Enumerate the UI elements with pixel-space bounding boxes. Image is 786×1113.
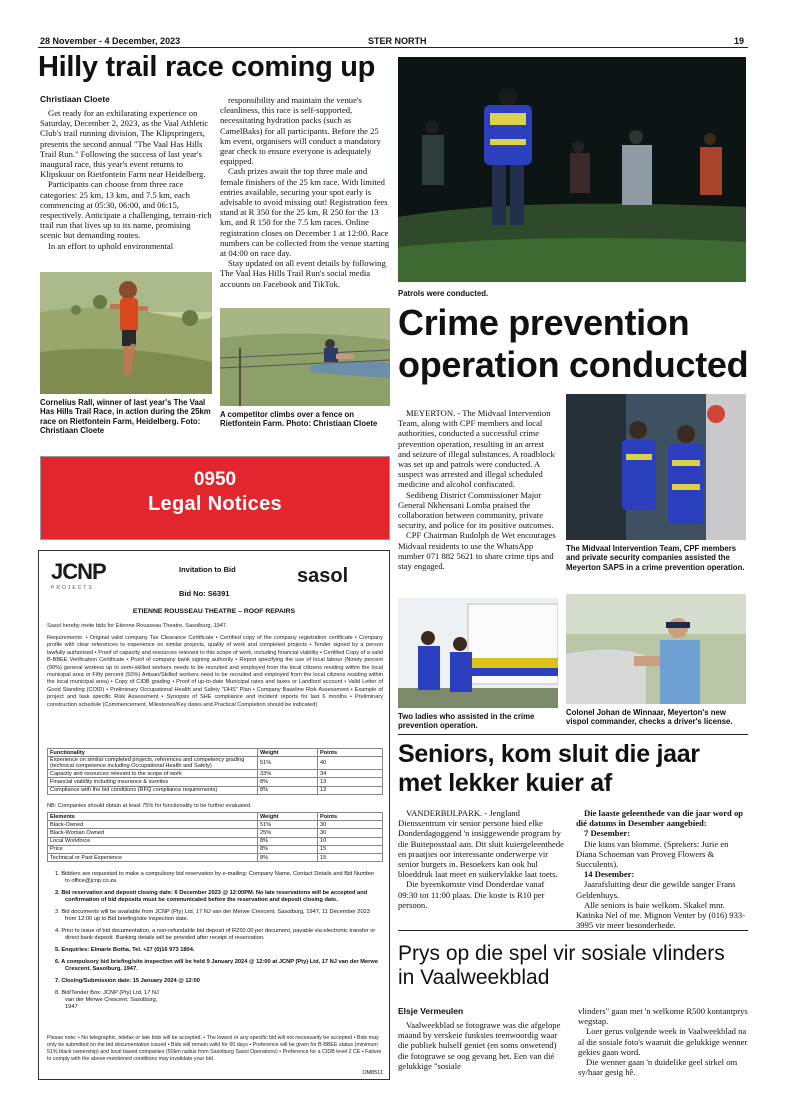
prys-headline: Prys op die spel vir sosiale vlinders in Vaalweekblad <box>398 942 725 989</box>
table-row: Experience on similar completed projects, references and competency grading (technical competence including Occupational Health and Safety) 51% 40 <box>48 757 383 770</box>
issue-date: 28 November - 4 December, 2023 <box>40 36 181 46</box>
fence-caption: A competitor climbs over a fence on Rietfontein Farm. Photo: Christiaan Cloete <box>220 410 378 429</box>
table-row: Local Workforce 8% 10 <box>48 837 383 845</box>
ad-requirements: Requirements: • Original valid company Tax Clearance Certificate • Certified copy of the company registration certificate • Company profile with clear references to experience on similar projects, quality of work and completed projects • Tender signed by a person lawfully authorised • Proof of capacity and resources relevant to this scope of work, including financial viability • Certified Copy of a valid B-BBEE Verification Certificate • Proof of company bank signing authority • Report specifying the use of local labour (Ninety percent (90%) general workers up to semi-skilled workers needs to be recruited and employed from the local citizens residing within the local municipal area or Fifty percent (50%) Artisan/Skilled workers need to be recruited and employed from the local citizens residing within the local municipal area) • Copy of CIDB grading • Proof of up-to-date Municipal rates and taxes or Landlord account • Valid Letter of Good Standing (COID) • Preliminary Occupational Health and Safety "OHS" Plan • Company Baseline Risk Assessment • Example of project and task specific Risk Assessment • Synopsis of SHE compliance and incident reports for last 6 months • Preliminary construction schedule (Commencement, Milestones/Key dates and Practical Completion should be indicated) <box>47 635 383 708</box>
team-photo <box>566 394 746 540</box>
paragraph: Cash prizes await the top three male and female finishers of the 25 km race. With limited entries available, securing your spot early is advisable to avoid missing out! Registration fees stand at R 350 for the 25 km, R 250 for the 13 km, and R 150 for the 7.5 km races. Online registration closes on December 1 at 12:00. Race numbers can be collected from the venue starting at 04:00 on race day. <box>220 166 390 259</box>
paragraph: 14 Desember: <box>584 869 635 880</box>
table-header: Functionality <box>48 749 258 757</box>
publication-name: STER NORTH <box>368 36 427 46</box>
table-row: Compliance with the bid conditions (RFQ compliance requirements) 8% 13 <box>48 786 383 794</box>
prys-column-2 <box>578 1006 748 1077</box>
ladies-photo <box>398 598 558 708</box>
paragraph: Alle seniors is baie welkom. Skakel mnr. Katinka Nel of me. Mignon Venter by (016) 933-3995 vir meer besonderhede. <box>576 899 746 931</box>
section-rule <box>398 734 748 735</box>
seniors-column-1 <box>398 808 566 910</box>
paragraph: VANDERBIJLPARK. - Jengland Dienssentrum vir senior persone bied elke Donderdagoggend 'n insiggewende program by die Buiteposstaal aan. Dit sluit kuiergeleenthede en praatjies oor interessante onderwerpe vir senior burgers in. Besoekers kan ook hul bloeddruk laat meet en suikervlakke laat toets. <box>398 808 564 880</box>
paragraph: Die laaste geleenthede van die jaar word op dié datums in Desember aangebied: <box>576 808 744 829</box>
ad-code: OM8511 <box>362 1070 383 1076</box>
list-item: 2. Bid reservation and deposit closing date: 6 December 2023 @ 12:00PM. No late reservations will be accepted and confirmation of bid deposits must be communicated before the reservation and deposit closing date. <box>55 890 368 903</box>
paragraph: vlinders" gaan met 'n welkome R500 kontantprys wegstap. <box>578 1006 748 1027</box>
table-row: Capacity and resources relevant to the scope of work 33% 34 <box>48 770 383 778</box>
colonel-photo <box>566 594 746 704</box>
jcnp-logo: JCNP PROJECTS <box>51 559 106 591</box>
functionality-note: NB: Companies should obtain at least 75% for functionality to be further evaluated. <box>47 803 252 809</box>
legal-code: 0950 <box>193 469 237 490</box>
trail-byline: Christiaan Cloete <box>40 94 110 104</box>
patrol-caption: Patrols were conducted. <box>398 289 489 298</box>
ad-footer: Please note: • No telegraphic, telefax or late bids will be accepted. • The lowest or any specific bid will not necessarily be accepted • Bids may only be submitted on the bid documentation issued • Bids will remain valid for 60 days • Preference will be given for B-BBEE status (minimum 51% black ownership) and local based companies (50km radius from Sasolburg Sasol Operations) • Preference for a CIDB level 2 CE • Failure to comply with the above-mentioned conditions may invalidate your bid. <box>47 1035 382 1062</box>
legal-title: Legal Notices <box>148 493 282 515</box>
table-row: Technical or Past Experience 8% 15 <box>48 853 383 861</box>
legal-notices-banner <box>40 456 390 540</box>
seniors-column-2 <box>576 808 748 930</box>
paragraph: CPF Chairman Rudolph de Wet encourages Midvaal residents to use the WhatsApp number 071 882 5621 to share crime tips and stay engaged. <box>398 530 556 572</box>
colonel-caption: Colonel Johan de Winnaar, Meyerton's new vispol commander, checks a driver's license. <box>566 708 733 727</box>
runner-caption: Cornelius Rall, winner of last year's The Vaal Has Hills Trail Race, in action during the 25km race on Rietfontein Farm, Heidelberg. Foto: Christiaan Cloete <box>40 398 211 436</box>
paragraph: Stay updated on all event details by following The Vaal Has Hills Trail Run's social media accounts on Facebook and TikTok. <box>220 258 386 289</box>
ladies-caption: Two ladies who assisted in the crime prevention operation. <box>398 712 535 731</box>
section-rule <box>398 930 748 931</box>
paragraph: 7 Desember: <box>584 828 631 839</box>
invite-to-bid: Invitation to Bid <box>179 565 236 574</box>
trail-column-1 <box>40 108 212 251</box>
table-header: Points <box>318 813 383 821</box>
crime-headline: Crime prevention operation conducted <box>398 302 749 385</box>
paragraph: Vaalweekblad se fotograwe was die afgelope maand by verskeie funksies teenwoordig waar die publiek hulself geniet (en soms onwetend) die fotograwe se oog gevang het. Een van dié gelukkige "sosiale <box>398 1020 561 1071</box>
list-item: 4. Prior to issue of bid documentation, a non-refundable bid deposit of R250.00 per document, payable via electronic transfer or direct bank deposit. Banking details will be provided after receipt of reservation. <box>55 928 376 941</box>
fence-photo <box>220 308 390 406</box>
elements-table <box>47 812 383 862</box>
paragraph: Die byeenkomste vind Donderdae vanaf 09:30 tot 11:00 plaas. Die koste is R10 per persoon. <box>398 879 545 910</box>
header-rule <box>38 47 748 48</box>
crime-body <box>398 408 556 571</box>
prys-byline: Elsje Vermeulen <box>398 1006 464 1016</box>
paragraph: Loer gerus volgende week in Vaalweekblad na al die sosiale foto's waaruit die gelukkige wenner gekies gaan word. <box>578 1026 748 1057</box>
table-header: Elements <box>48 813 258 821</box>
list-item: 1. Bidders are requested to make a compulsory bid reservation by e-mailing: Company Name, Contact Details and Bid Number to office@jcnp.co.za <box>55 871 375 884</box>
list-item: 3. Bid documents will be available from JCNP (Pty) Ltd, 17 NJ van der Merwe Crescent, Sasolburg, 1947, 11 December 2023 from 12:00 up to Bid briefing/site inspection date. <box>55 909 370 922</box>
list-item: 8. Bid/Tender Box: JCNP (Pty) Ltd, 17 NJ van der Merwe Crescent, Sasolburg, 1947 <box>55 990 159 1010</box>
trail-headline: Hilly trail race coming up <box>38 51 376 83</box>
functionality-table <box>47 748 383 795</box>
paragraph: Get ready for an exhilarating experience on Saturday, December 2, 2023, as the Vaal Athletic Club's trail running division, The Klipspringers, presents the second annual "The Vaal Has Hills Trail Run." Following the success of last year's inaugural race, this year's event returns to Klipskuur on Rietfontein Farm near Heidelberg. <box>40 108 209 180</box>
list-item: 7. Closing/Submission date: 15 January 2024 @ 12:00 <box>55 978 200 984</box>
paragraph: In an effort to uphold environmental <box>48 240 174 251</box>
ad-intro: Sasol hereby invite bids for Etienne Rousseau Theatre, Sasolburg, 1947. <box>47 623 228 629</box>
paragraph: MEYERTON. - The Midvaal Intervention Team, along with CPF members and local authorities, conducted a successful crime prevention operation, resulting in an arrest and seizure of illegal substances. A roadblock was set up and patrols were conducted. A suspect was arrested and illegal scheduled medicine and alcohol confiscated. <box>398 408 555 490</box>
sasol-bid-advert <box>38 550 390 1080</box>
patrol-photo <box>398 57 746 282</box>
table-row: Black-Woman Owned 25% 30 <box>48 829 383 837</box>
table-row: Price 8% 15 <box>48 845 383 853</box>
bid-number: Bid No: S6391 <box>179 589 230 598</box>
table-row: Black-Owned 51% 30 <box>48 821 383 829</box>
paragraph: responsibility and maintain the venue's cleanliness, this race is self-supported, necessitating hydration packs (such as CamelBaks) for all participants. Before the 25 km event, organisers will conduct a mandatory gear check to ensure everyone is adequately equipped. <box>220 95 381 167</box>
project-title: ETIENNE ROUSSEAU THEATRE – ROOF REPAIRS <box>132 608 296 615</box>
paragraph: Participants can choose from three race categories: 25 km, 13 km, and 7.5 km, each commencing at 05:30, 06:00, and 06:15, respectively. Anticipate a challenging, terrain-rich trail run that lives up to its name, promising scenic but demanding routes. <box>40 179 212 241</box>
paragraph: Die kuns van blomme. (Sprekers: Jurie en Diana Schoeman van Proveg Flowers & Succulents). <box>576 838 729 870</box>
seniors-headline: Seniors, kom sluit die jaar met lekker kuier af <box>398 740 700 797</box>
table-row: Financial viability including insurance & sureties 8% 13 <box>48 778 383 786</box>
team-caption: The Midvaal Intervention Team, CPF members and private security companies assisted the Meyerton SAPS in a crime prevention operation. <box>566 544 745 572</box>
paragraph: Die wenner gaan 'n duidelike geel sirkel om sy/haar gesig hê. <box>578 1057 738 1078</box>
trail-column-2 <box>220 95 390 289</box>
page-number: 19 <box>734 36 745 46</box>
table-header: Weight <box>258 749 318 757</box>
table-header: Points <box>318 749 383 757</box>
prys-column-1 <box>398 1020 566 1071</box>
list-item: 5. Enquiries: Elmarie Botha, Tel. +27 (0)16 973 1804. <box>55 947 195 953</box>
paragraph: Jaarafsluiting deur die gewilde sanger Frans Geldenhuys. <box>576 879 736 900</box>
paragraph: Sedibeng District Commissioner Major General Nkhensani Lomba praised the collaboration between community, private security, and police for its positive outcomes. <box>398 489 554 531</box>
bid-instructions <box>53 871 379 1016</box>
sasol-logo: sasol <box>297 565 349 587</box>
table-header: Weight <box>258 813 318 821</box>
runner-photo <box>40 272 212 394</box>
list-item: 6. A compulsory bid briefing/site inspection will be held 9 January 2024 @ 12:00 at JCNP (Pty) Ltd, 17 NJ van der Merwe Crescent, Sasolburg, 1947. <box>55 959 378 972</box>
